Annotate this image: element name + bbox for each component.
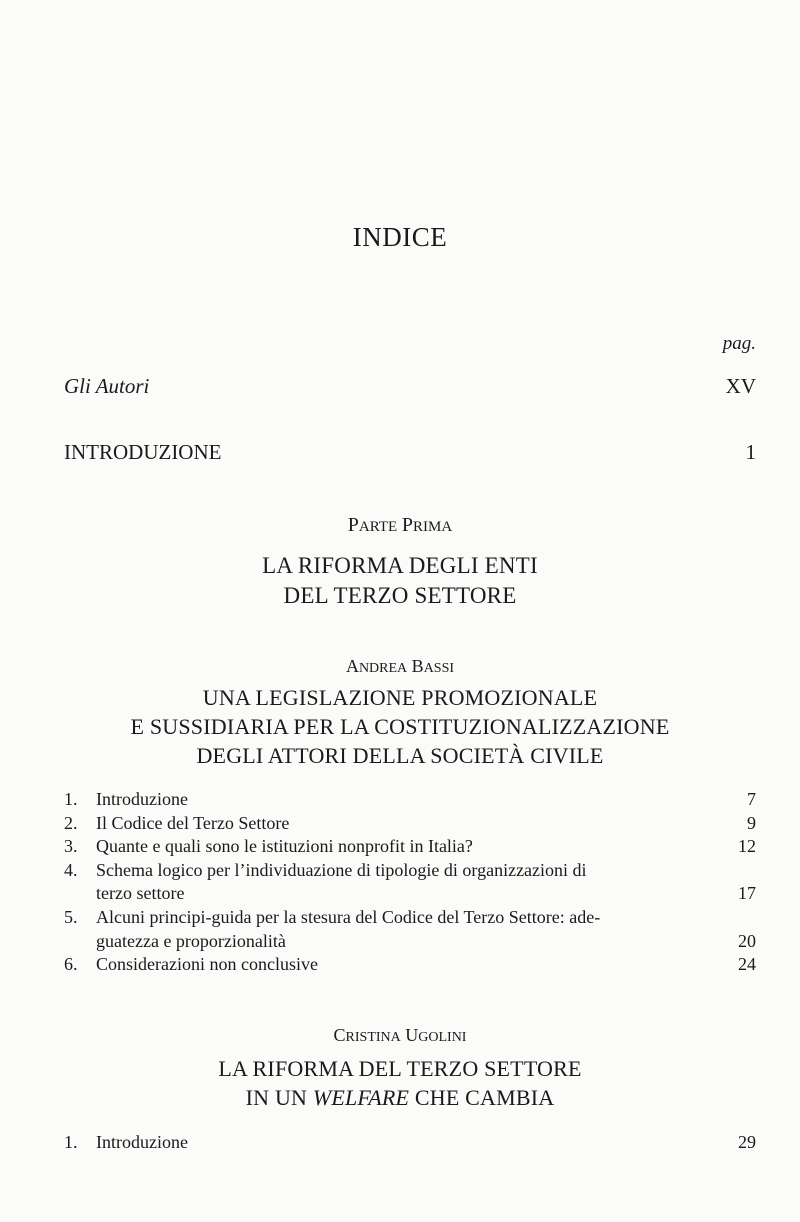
page-title: INDICE [352, 222, 448, 252]
toc-item[interactable]: 1. Introduzione 29 [64, 1131, 756, 1155]
part-title: LA RIFORMA DEGLI ENTI DEL TERZO SETTORE [262, 553, 538, 608]
toc-page-number: 24 [738, 954, 756, 975]
toc-item[interactable]: 3. Quante e quali sono le istituzioni nonprofit in Italia? 12 [64, 835, 756, 859]
toc-item[interactable]: 5. Alcuni principi-guida per la stesura del Codice del Terzo Settore: ade- guatezza e proporzionalità 20 [64, 906, 756, 953]
toc-item[interactable]: 4. Schema logico per l’individuazione di tipologie di organizzazioni di terzo settore 17 [64, 859, 756, 906]
chapter-toc [64, 1131, 756, 1155]
front-matter-label: Gli Autori [64, 374, 150, 398]
toc-item[interactable]: 6. Considerazioni non conclusive 24 [64, 953, 756, 977]
front-matter-page: XV [725, 374, 756, 398]
chapter-title: UNA LEGISLAZIONE PROMOZIONALE E SUSSIDIARIA PER LA COSTITUZIONALIZZAZIONE DEGLI ATTORI DELLA SOCIETÀ CIVILE [130, 685, 670, 768]
toc-page-number: 9 [747, 812, 756, 833]
toc-page-number: 20 [738, 930, 756, 951]
front-matter-introduction[interactable] [64, 440, 756, 465]
front-matter-label: INTRODUZIONE [64, 440, 222, 464]
chapter-title: LA RIFORMA DEL TERZO SETTORE IN UN WELFARE CHE CAMBIA [218, 1056, 582, 1110]
pag-label: pag. [722, 333, 756, 354]
toc-page-number: 17 [738, 883, 756, 904]
toc-page-number: 12 [738, 836, 756, 857]
toc-page-number: 29 [738, 1132, 756, 1152]
chapter-author: ANDREA BASSI [345, 656, 455, 676]
chapter-author: CRISTINA UGOLINI [333, 1025, 467, 1045]
toc-item[interactable]: 2. Il Codice del Terzo Settore 9 [64, 812, 756, 836]
toc-item[interactable]: 1. Introduzione 7 [64, 788, 756, 812]
part-label: PARTE PRIMA [347, 514, 453, 536]
chapter-toc [64, 788, 756, 977]
toc-page-number: 7 [747, 789, 756, 809]
front-matter-authors[interactable] [64, 374, 756, 399]
front-matter-page: 1 [745, 440, 756, 464]
